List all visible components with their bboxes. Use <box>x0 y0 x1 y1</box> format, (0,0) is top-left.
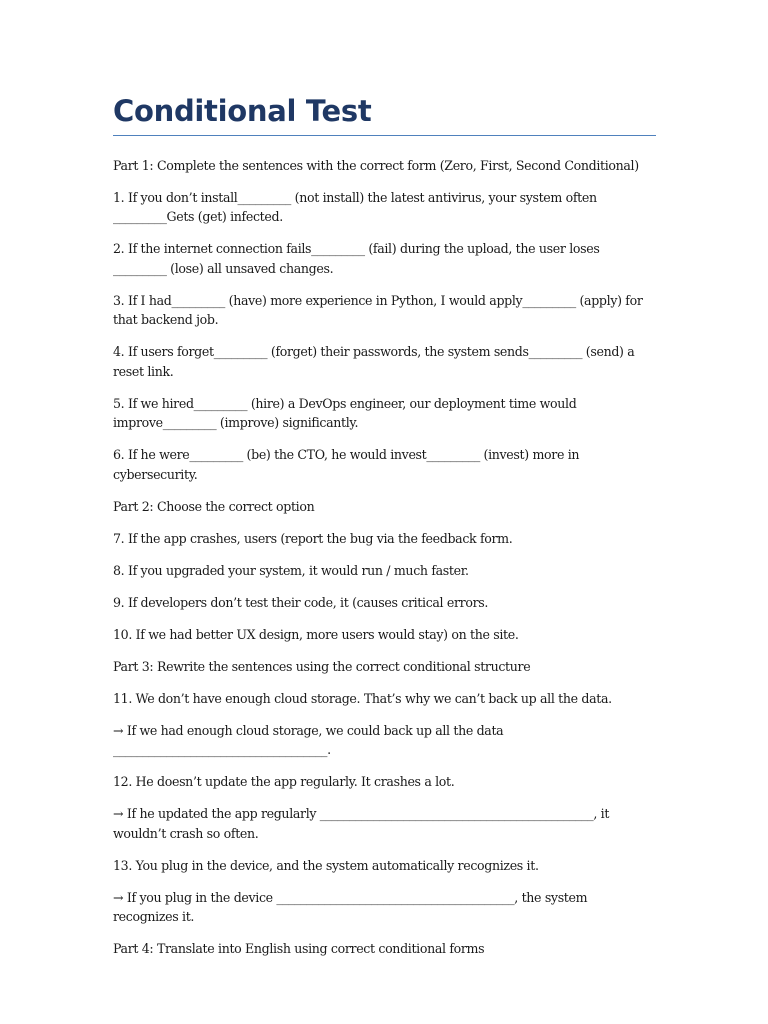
answer-11: → If we had enough cloud storage, we could back up all the data ____________________________________. <box>113 722 504 758</box>
question-2: 2. If the internet connection fails_________ (fail) during the upload, the user loses _________ (lose) all unsaved changes. <box>113 241 600 276</box>
question-11: 11. We don’t have enough cloud storage. That’s why we can’t back up all the data. <box>113 690 612 706</box>
page-title: Conditional Test <box>113 94 656 136</box>
answer-13: → If you plug in the device ________________________________________, the system recognizes it. <box>113 889 588 925</box>
question-10: 10. If we had better UX design, more users would stay) on the site. <box>113 626 519 642</box>
question-4: 4. If users forget_________ (forget) their passwords, the system sends_________ (send) a reset link. <box>113 344 635 379</box>
part3-heading: Part 3: Rewrite the sentences using the correct conditional structure <box>113 658 531 674</box>
part4-heading: Part 4: Translate into English using correct conditional forms <box>113 941 485 957</box>
part1-heading: Part 1: Complete the sentences with the correct form (Zero, First, Second Conditional) <box>113 157 639 173</box>
question-8: 8. If you upgraded your system, it would run / much faster. <box>113 562 469 578</box>
question-1: 1. If you don’t install_________ (not install) the latest antivirus, your system often _________Gets (get) infected. <box>113 189 597 225</box>
question-12: 12. He doesn’t update the app regularly. It crashes a lot. <box>113 774 455 790</box>
question-6: 6. If he were_________ (be) the CTO, he would invest_________ (invest) more in cybersecurity. <box>113 447 580 482</box>
question-7: 7. If the app crashes, users (report the bug via the feedback form. <box>113 530 513 546</box>
question-3: 3. If I had_________ (have) more experience in Python, I would apply_________ (apply) for that backend job. <box>113 292 643 328</box>
part2-heading: Part 2: Choose the correct option <box>113 498 315 514</box>
document-page <box>113 94 656 971</box>
answer-12: → If he updated the app regularly ______________________________________________, it wouldn’t crash so often. <box>113 806 610 841</box>
question-13: 13. You plug in the device, and the system automatically recognizes it. <box>113 857 539 873</box>
question-9: 9. If developers don’t test their code, it (causes critical errors. <box>113 594 489 610</box>
question-5: 5. If we hired_________ (hire) a DevOps engineer, our deployment time would improve_________ (improve) significantly. <box>113 395 577 431</box>
document-body <box>113 156 656 959</box>
